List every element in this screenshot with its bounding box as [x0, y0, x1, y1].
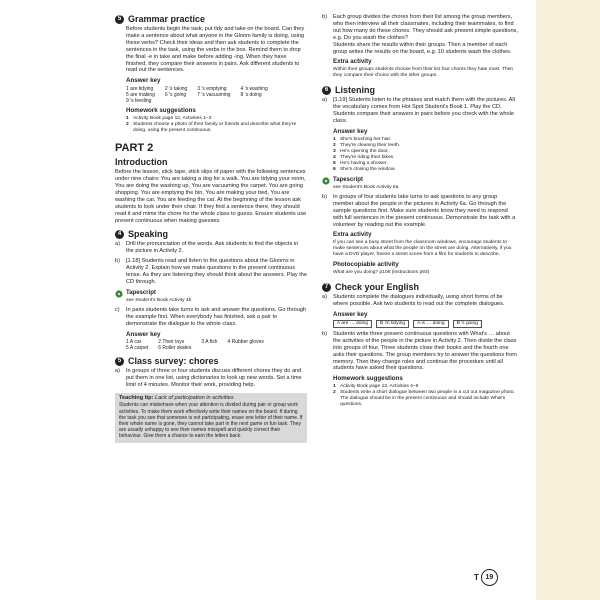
item-text: [1.19] Students listen to the phrases and match them with the pictures. All the vocabulary comes from Hot Spot Student's Book 1. Play the CD. Students compare their answers in pairs before you check with the whole class. — [333, 97, 515, 125]
paragraph: Before the lesson, stick tape, stick slips of paper with the following sentences under nine chairs: You are taking a dog for a walk. You are tidying your room, You are doing the washing up, You are vacuuming the carpet. You are going shopping. You are emptying the bin, You are making your bed, You are washing the car. You are feeding the cat. At the beginning of the lesson ask students to look under their chair. If they find a sentence there, they should read it and mime the chore for the whole class to guess. Ensure students use present continuous when making guesses. — [115, 169, 307, 224]
answer: 4 Rubber gloves — [227, 339, 264, 346]
answer: 4 's washing — [240, 86, 268, 93]
item-text: He's opening the door. — [340, 148, 389, 154]
section-number: 7 — [322, 283, 331, 292]
section-heading — [322, 85, 518, 96]
answer-key — [126, 86, 307, 104]
answer-key — [126, 339, 307, 351]
section-number: 4 — [115, 230, 124, 239]
teaching-tip-body: Students can misbehave when your attention is divided during pair or group work activities. To make them work effectively write their names on the board. If during the task you see that someone is not participating, erase one letter of their name. If their whole name is gone, they cannot take part in the next game or fun task. They are usually unhappy to see their names misspelt and quickly correct their behaviour. Give them a chance to earn the letters back. — [119, 402, 303, 440]
item-number: 2 — [333, 142, 336, 148]
item-letter: a) — [115, 241, 120, 248]
section-title: Grammar practice — [128, 14, 206, 24]
homework-title: Homework suggestions — [333, 375, 403, 383]
photocopiable-title: Photocopiable activity — [333, 261, 399, 269]
answer: 2 's taking — [164, 86, 188, 93]
item-text: Activity Book page 13, Activities 4–6 — [340, 384, 419, 390]
paragraph: Before students begin the task, put tidy and take on the board. Can they make a sentence about what anyone in the Gloom family is doing, using these verbs? Check their ideas and then ask students to complete the sentences in the task, using the verbs in the box. Remind them to drop the final -e in take and make before adding -ing. When they have finished, they compare their answers in pairs. Ask different students to read out the sentences. — [126, 26, 305, 74]
item-text: She's brushing her hair. — [340, 136, 392, 142]
cd-icon — [115, 290, 123, 298]
item-body — [333, 14, 518, 55]
extra-activity-title: Extra activity — [333, 231, 372, 239]
left-column — [115, 14, 307, 443]
extra-activity-title: Extra activity — [333, 58, 372, 66]
page-prefix: T — [474, 573, 479, 582]
answer: 6 's going — [164, 92, 187, 99]
item-text: In groups of three or four students discuss different chores they do and put them in one list, using dictionaries to look up new words. Set a time limit of 4 minutes. Monitor their work, providing help. — [126, 368, 302, 389]
answer: 6 Roller skates — [158, 345, 192, 352]
section-title: Speaking — [128, 229, 169, 240]
lettered-item — [115, 241, 307, 255]
lettered-item — [322, 14, 518, 55]
lettered-item — [322, 97, 518, 125]
answer: 9 's feeding — [126, 98, 152, 105]
item-text: Students write three present continuous questions with What's … about the activities of the people in the picture in Activity 2. Then divide the class into groups of four. Three students close their books and the fourth one asks their questions. The group members try to answer the questions from memory. Then they change roles and continue the procedure until all students have asked their questions. — [333, 330, 517, 372]
part-heading: PART 2 — [115, 142, 154, 155]
item-letter: b) — [322, 193, 327, 200]
section-title: Check your English — [335, 282, 420, 293]
item-letter: b) — [115, 258, 120, 265]
section-number: 5 — [115, 357, 124, 366]
item-letter: b) — [322, 330, 327, 337]
item-text: Students complete the dialogues individually, using short forms of be where possible. Ask two students to read out the complete dialogues. — [333, 294, 505, 308]
extra-activity-body: Within their groups students choose from their list four chores they hate most. Then they compare their choice with the other groups. — [333, 67, 514, 79]
lettered-item — [115, 368, 307, 389]
photocopiable-body: What are you doing? p106 (instructions p93) — [333, 270, 430, 276]
tapescript-note: see Student's Book Activity 6a — [333, 184, 399, 190]
tip-label: Teaching tip: — [119, 395, 154, 402]
answer: 3 A fish — [201, 339, 218, 346]
list-item — [333, 390, 518, 408]
item-text: Drill the pronunciation of the words. Ask students to find the objects in the picture in Activity 2. — [126, 241, 299, 255]
tapescript-note: see Student's Book Activity 4b — [126, 297, 192, 303]
answer-key — [333, 320, 518, 328]
section-heading — [115, 356, 307, 367]
answer: 1 A car — [126, 339, 142, 346]
item-text: They're cleaning their teeth. — [340, 142, 401, 148]
item-letter: a) — [322, 294, 327, 301]
answer-key-title: Answer key — [333, 311, 368, 319]
answer: 8 's doing — [240, 92, 262, 99]
section-title: Listening — [335, 85, 375, 96]
tip-subject: Lack of participation in activities — [154, 395, 234, 402]
page-number-circle: 19 — [481, 569, 498, 586]
item-text: In groups of four students take turns to ask questions to any group member about the people in the pictures in Activity 6a. Go through the sample questions first. Make sure students know they need to respond with full sentences in the present continuous. Demonstrate the task with a volunteer by reading out the example. — [333, 193, 516, 228]
item-text: In pairs students take turns to ask and answer the questions. Go through the example first. When everybody has finished, ask a pair to demonstrate the dialogue to the whole class. — [126, 306, 307, 327]
item-number: 3 — [333, 148, 336, 154]
tapescript-title: Tapescript — [126, 290, 156, 297]
lettered-item — [322, 294, 518, 308]
answer: 3 's emptying — [197, 86, 227, 93]
item-number: 2 — [333, 390, 336, 396]
item-number: 6 — [333, 166, 336, 172]
tapescript-heading — [322, 177, 518, 185]
item-text: [1.18] Students read and listen to the questions about the Glooms in Activity 2. Explain how we make questions in the present continuous tense. As they are listening they should think about the answers. Play the CD through. — [126, 258, 307, 285]
answer: 1 are tidying — [126, 86, 154, 93]
section-heading — [322, 282, 518, 293]
item-text: Students write a short dialogue between two people in a cut out magazine photo. The dialogue should be in the present continuous and should include What's questions. — [340, 390, 515, 408]
item-text: Each group divides the chores from their list among the group members, who then interview all their classmates, including their teammates, to find out how many do these chores. They should ask present simple questions, e.g. Do you wash the clothes? — [333, 14, 518, 41]
answer: A are … doing — [333, 320, 372, 328]
list-item — [333, 167, 518, 173]
item-letter: b) — [322, 14, 327, 20]
section-number: 6 — [322, 86, 331, 95]
cd-icon — [322, 177, 330, 185]
item-text: He's having a shower. — [340, 160, 388, 166]
answer: 5 A carpet — [126, 345, 149, 352]
item-number: 1 — [333, 136, 336, 142]
item-number: 2 — [126, 122, 129, 128]
extra-activity-body: If you can see a busy street from the classroom windows, encourage students to make sentences about what the people on the street are doing. Alternatively, if you have a DVD player, freeze a street scene from a film for students to describe. — [333, 240, 512, 258]
section-heading — [115, 229, 307, 240]
item-text: She's closing the window. — [340, 166, 396, 172]
answer: 5 are making — [126, 92, 155, 99]
answer: B 's going — [453, 320, 482, 328]
side-margin-panel — [536, 0, 600, 600]
item-number: 4 — [333, 154, 336, 160]
homework-title: Homework suggestions — [126, 107, 196, 115]
list-item — [126, 122, 307, 134]
answer-key-title: Answer key — [126, 77, 161, 85]
teaching-tip-title — [119, 395, 303, 401]
item-text: Students share the results within their groups. Then a member of each group writes the results on the board, e.g. 10 students wash the clothes. — [333, 41, 512, 55]
tapescript-title: Tapescript — [333, 177, 363, 184]
lettered-item — [322, 194, 518, 229]
answer: A is … doing — [413, 320, 448, 328]
answer: 2 Their toys — [158, 339, 185, 346]
right-column — [322, 14, 518, 408]
item-text: Students choose a photo of their family or friends and describe what they're doing, using the present continuous. — [133, 122, 297, 134]
item-number: 5 — [333, 160, 336, 166]
lettered-item — [115, 258, 307, 286]
tapescript-heading — [115, 290, 307, 298]
section-heading — [115, 14, 307, 25]
item-text: They're riding their bikes. — [340, 154, 395, 160]
section-number: 5 — [115, 15, 124, 24]
item-text: Activity Book page 12, Activities 1–3 — [133, 116, 212, 122]
lettered-item — [115, 307, 307, 328]
lettered-item — [322, 331, 518, 372]
section-title: Class survey: chores — [128, 356, 219, 367]
item-letter: c) — [115, 306, 120, 313]
answer: B 'm tidying — [376, 320, 409, 328]
page-number — [474, 569, 498, 586]
teaching-tip-box — [115, 393, 307, 442]
answer: 7 's vacuuming — [197, 92, 231, 99]
answer-key-title: Answer key — [126, 330, 161, 338]
item-letter: a) — [322, 97, 327, 104]
intro-heading: Introduction — [115, 157, 168, 168]
item-number: 1 — [333, 384, 336, 390]
item-number: 1 — [126, 116, 129, 122]
answer-key-title: Answer key — [333, 127, 368, 135]
item-letter: a) — [115, 368, 120, 375]
